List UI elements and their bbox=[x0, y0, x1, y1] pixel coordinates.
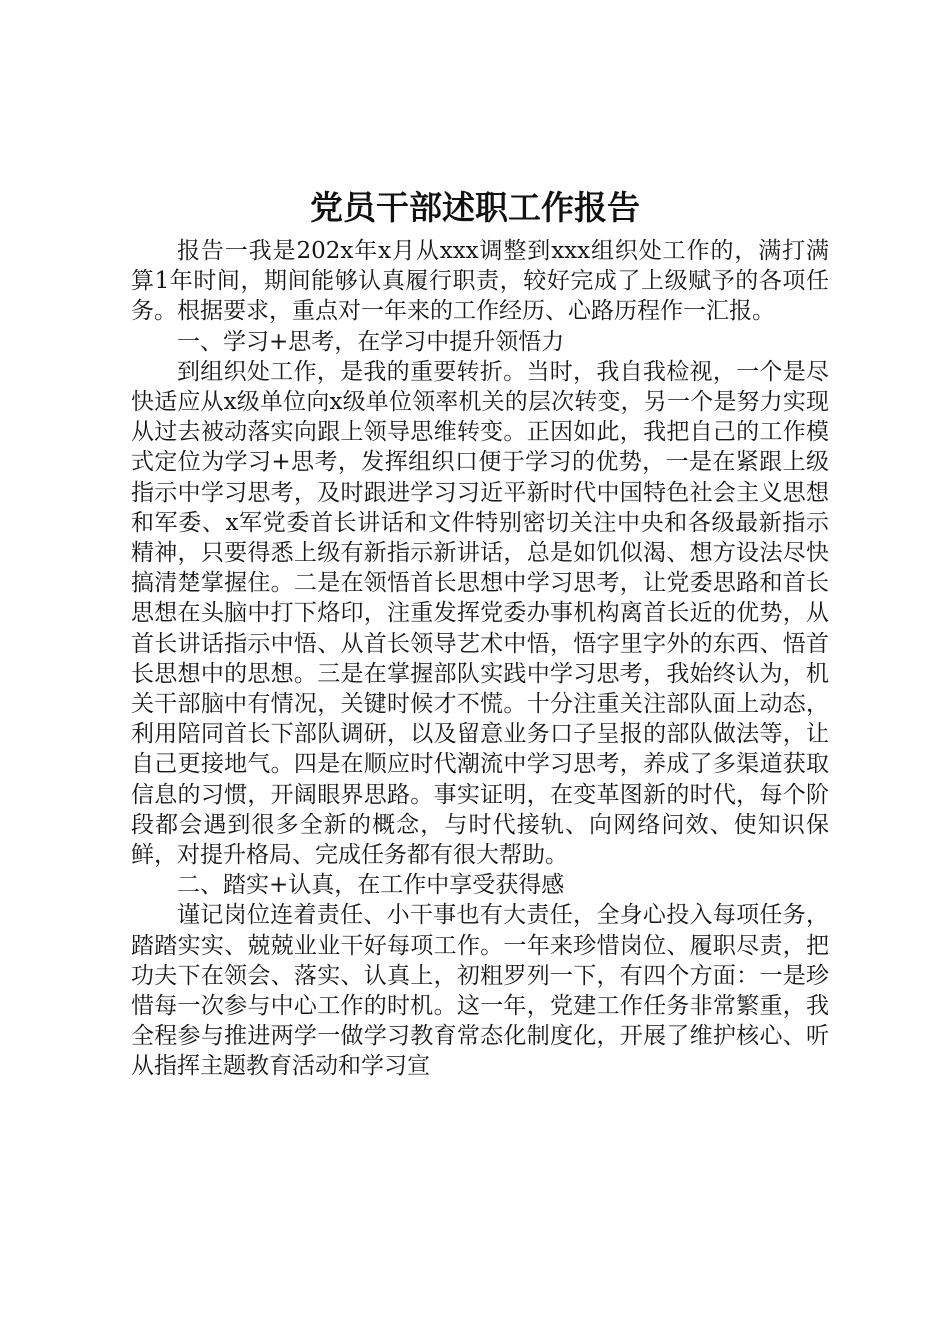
section-heading-2: 二、踏实+认真，在工作中享受获得感 bbox=[177, 872, 565, 899]
document-title: 党员干部述职工作报告 bbox=[310, 188, 640, 227]
section-1-paragraph: 到组织处工作，是我的重要转折。当时，我自我检视，一个是尽快适应从x级单位向x级单位领率机关的层次转变，另一个是努力实现从过去被动落实向跟上领导思维转变。正因如此，我把自己的工作模式定位为学习+思考，发挥组织口便于学习的优势，一是在紧跟上级指示中学习思考，及时跟进学习习近平新时代中国特色社会主义思想和军委、x军党委首长讲话和文件特别密切关注中央和各级最新指示精神，只要得悉上级有新指示新讲话，总是如饥似渴、想方设法尽快搞清楚掌握住。二是在领悟首长思想中学习思考，让党委思路和首长思想在头脑中打下烙印，注重发挥党委办事机构离首长近的优势，从首长讲话指示中悟、从首长领导艺术中悟，悟字里字外的东西、悟首长思想中的思想。三是在掌握部队实践中学习思考，我始终认为，机关干部脑中有情况，关键时候才不慌。十分注重关注部队面上动态，利用陪同首长下部队调研，以及留意业务口子呈报的部队做法等，让自己更接地气。四是在顺应时代潮流中学习思考，养成了多渠道获取信息的习惯，开阔眼界思路。事实证明，在变革图新的时代，每个阶段都会遇到很多全新的概念，与时代接轨、向网络问效、使知识保鲜，对提升格局、完成任务都有很大帮助。 bbox=[131, 358, 829, 869]
section-2-paragraph: 谨记岗位连着责任、小干事也有大责任，全身心投入每项任务，踏踏实实、兢兢业业干好每项工作。一年来珍惜岗位、履职尽责，把功夫下在领会、落实、认真上，初粗罗列一下，有四个方面：一是珍惜每一次参与中心工作的时机。这一年，党建工作任务非常繁重，我全程参与推进两学一做学习教育常态化制度化，开展了维护核心、听从指挥主题教育活动和学习宣 bbox=[131, 902, 829, 1080]
intro-paragraph: 报告一我是202x年x月从xxx调整到xxx组织处工作的，满打满算1年时间，期间能够认真履行职责，较好完成了上级赋予的各项任务。根据要求，重点对一年来的工作经历、心路历程作一汇报。 bbox=[131, 238, 829, 325]
section-heading-1: 一、学习+思考，在学习中提升领悟力 bbox=[177, 328, 565, 355]
document-body bbox=[131, 236, 829, 1082]
